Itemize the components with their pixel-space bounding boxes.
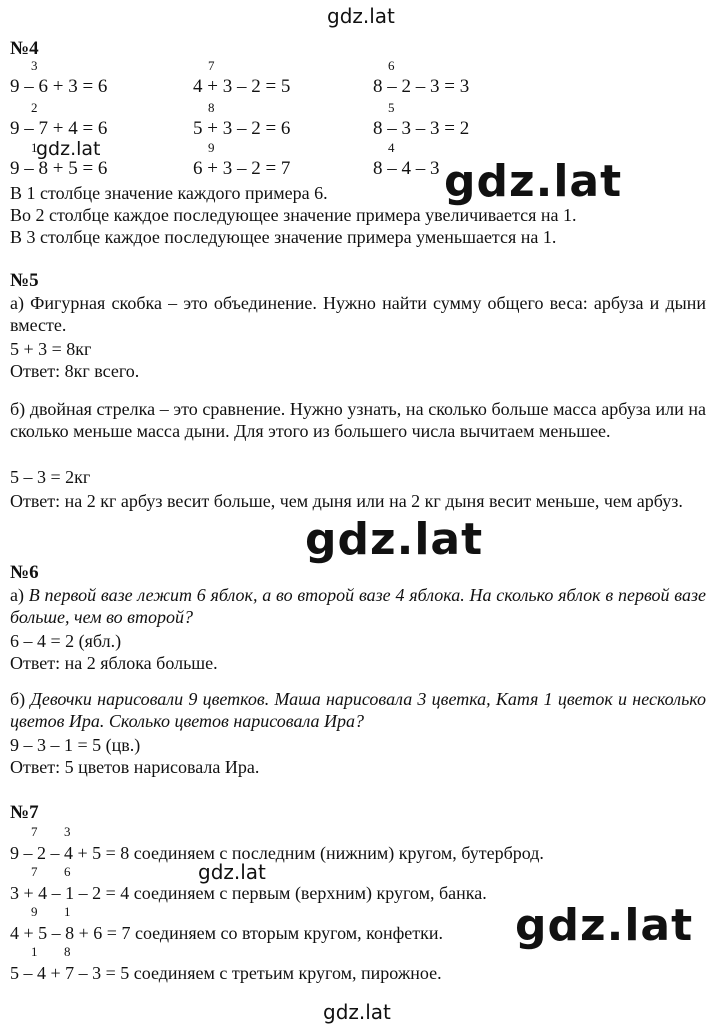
task6-a-answer: Ответ: на 2 яблока больше. xyxy=(10,653,218,673)
watermark-bottom: gdz.lat xyxy=(323,1000,391,1024)
task4-equation: 4 + 3 – 2 = 5 xyxy=(193,76,291,97)
task5-b-equation: 5 – 3 = 2кг xyxy=(10,467,91,487)
task4-note: Во 2 столбце каждое последующее значение примера увеличивается на 1. xyxy=(10,205,577,225)
task7-line: 9 – 2 – 4 + 5 = 8 соединяем с последним (нижним) кругом, бутерброд. xyxy=(10,843,544,863)
watermark-large: gdz.lat xyxy=(305,514,484,565)
task5-a-text: а) Фигурная скобка – это объединение. Нужно найти сумму общего веса: арбуза и дыни вместе. xyxy=(10,293,706,335)
task4-equation: 5 + 3 – 2 = 6 xyxy=(193,118,291,139)
task6-a-equation: 6 – 4 = 2 (ябл.) xyxy=(10,631,122,651)
task7-sup: 3 xyxy=(64,824,71,839)
task6-heading: №6 xyxy=(10,562,39,583)
task6-b-equation: 9 – 3 – 1 = 5 (цв.) xyxy=(10,735,141,755)
task5-b-answer: Ответ: на 2 кг арбуз весит больше, чем дыня или на 2 кг дыня весит меньше, чем арбуз. xyxy=(10,491,683,511)
task7-line: 4 + 5 – 8 + 6 = 7 соединяем со вторым кругом, конфетки. xyxy=(10,923,444,943)
task5-heading: №5 xyxy=(10,270,39,291)
task7-sup: 6 xyxy=(64,864,71,879)
task5-a-equation: 5 + 3 = 8кг xyxy=(10,339,92,359)
task7-line: 3 + 4 – 1 – 2 = 4 соединяем с первым (верхним) кругом, банка. xyxy=(10,883,487,903)
task7-sup: 9 xyxy=(31,904,38,919)
task6-b-label: б) xyxy=(10,689,31,709)
task4-equation: 8 – 2 – 3 = 3 xyxy=(373,76,470,97)
task4-equation: 8 – 4 – 3 xyxy=(373,158,440,179)
task4-sup: 4 xyxy=(388,140,395,155)
task4-equation: 6 + 3 – 2 = 7 xyxy=(193,158,291,179)
task6-b-answer: Ответ: 5 цветов нарисовала Ира. xyxy=(10,757,260,777)
task6-a-label: а) xyxy=(10,585,29,605)
task6-a-problem: В первой вазе лежит 6 яблок, а во второй вазе 4 яблока. На сколько яблок в первой вазе больше, чем во второй? xyxy=(10,585,706,627)
task6-b-problem: Девочки нарисовали 9 цветков. Маша нарисовала 3 цветка, Катя 1 цветок и несколько цветов Ира. Сколько цветов нарисовала Ира? xyxy=(10,689,706,731)
task6-a-problem-line xyxy=(10,584,706,628)
task4-equation: 9 – 8 + 5 = 6 xyxy=(10,158,108,179)
task4-sup: 9 xyxy=(208,140,215,155)
task4-equation: 9 – 7 + 4 = 6 xyxy=(10,118,108,139)
task4-sup: 5 xyxy=(388,100,395,115)
task4-equation: 8 – 3 – 3 = 2 xyxy=(373,118,470,139)
task7-sup: 1 xyxy=(64,904,71,919)
task7-sup: 8 xyxy=(64,944,71,959)
task7-heading: №7 xyxy=(10,802,39,823)
watermark-large: gdz.lat xyxy=(515,900,694,951)
task7-line: 5 – 4 + 7 – 3 = 5 соединяем с третьим кругом, пирожное. xyxy=(10,963,442,983)
task4-equation: 9 – 6 + 3 = 6 xyxy=(10,76,108,97)
task4-sup: 2 xyxy=(31,100,38,115)
task4-sup: 3 xyxy=(31,58,38,73)
task7-sup: 1 xyxy=(31,944,38,959)
task4-heading: №4 xyxy=(10,38,39,59)
watermark-small: gdz.lat xyxy=(198,860,266,884)
task4-note: В 3 столбце каждое последующее значение примера уменьшается на 1. xyxy=(10,227,557,247)
watermark-large: gdz.lat xyxy=(444,156,623,207)
task5-a-answer: Ответ: 8кг всего. xyxy=(10,361,140,381)
task4-sup: 6 xyxy=(388,58,395,73)
task4-note: В 1 столбце значение каждого примера 6. xyxy=(10,183,328,203)
task4-sup: 1 xyxy=(31,140,38,155)
task7-sup: 7 xyxy=(31,864,38,879)
watermark-small: gdz.lat xyxy=(36,138,101,160)
task7-sup: 7 xyxy=(31,824,38,839)
task4-sup: 8 xyxy=(208,100,215,115)
task6-b-problem-line xyxy=(10,688,706,732)
task4-sup: 7 xyxy=(208,58,215,73)
task5-b-text: б) двойная стрелка – это сравнение. Нужно узнать, на сколько больше масса арбуза или на сколько меньше масса дыни. Для этого из большего числа вычитаем меньшее. xyxy=(10,399,706,441)
watermark-top: gdz.lat xyxy=(327,4,395,28)
